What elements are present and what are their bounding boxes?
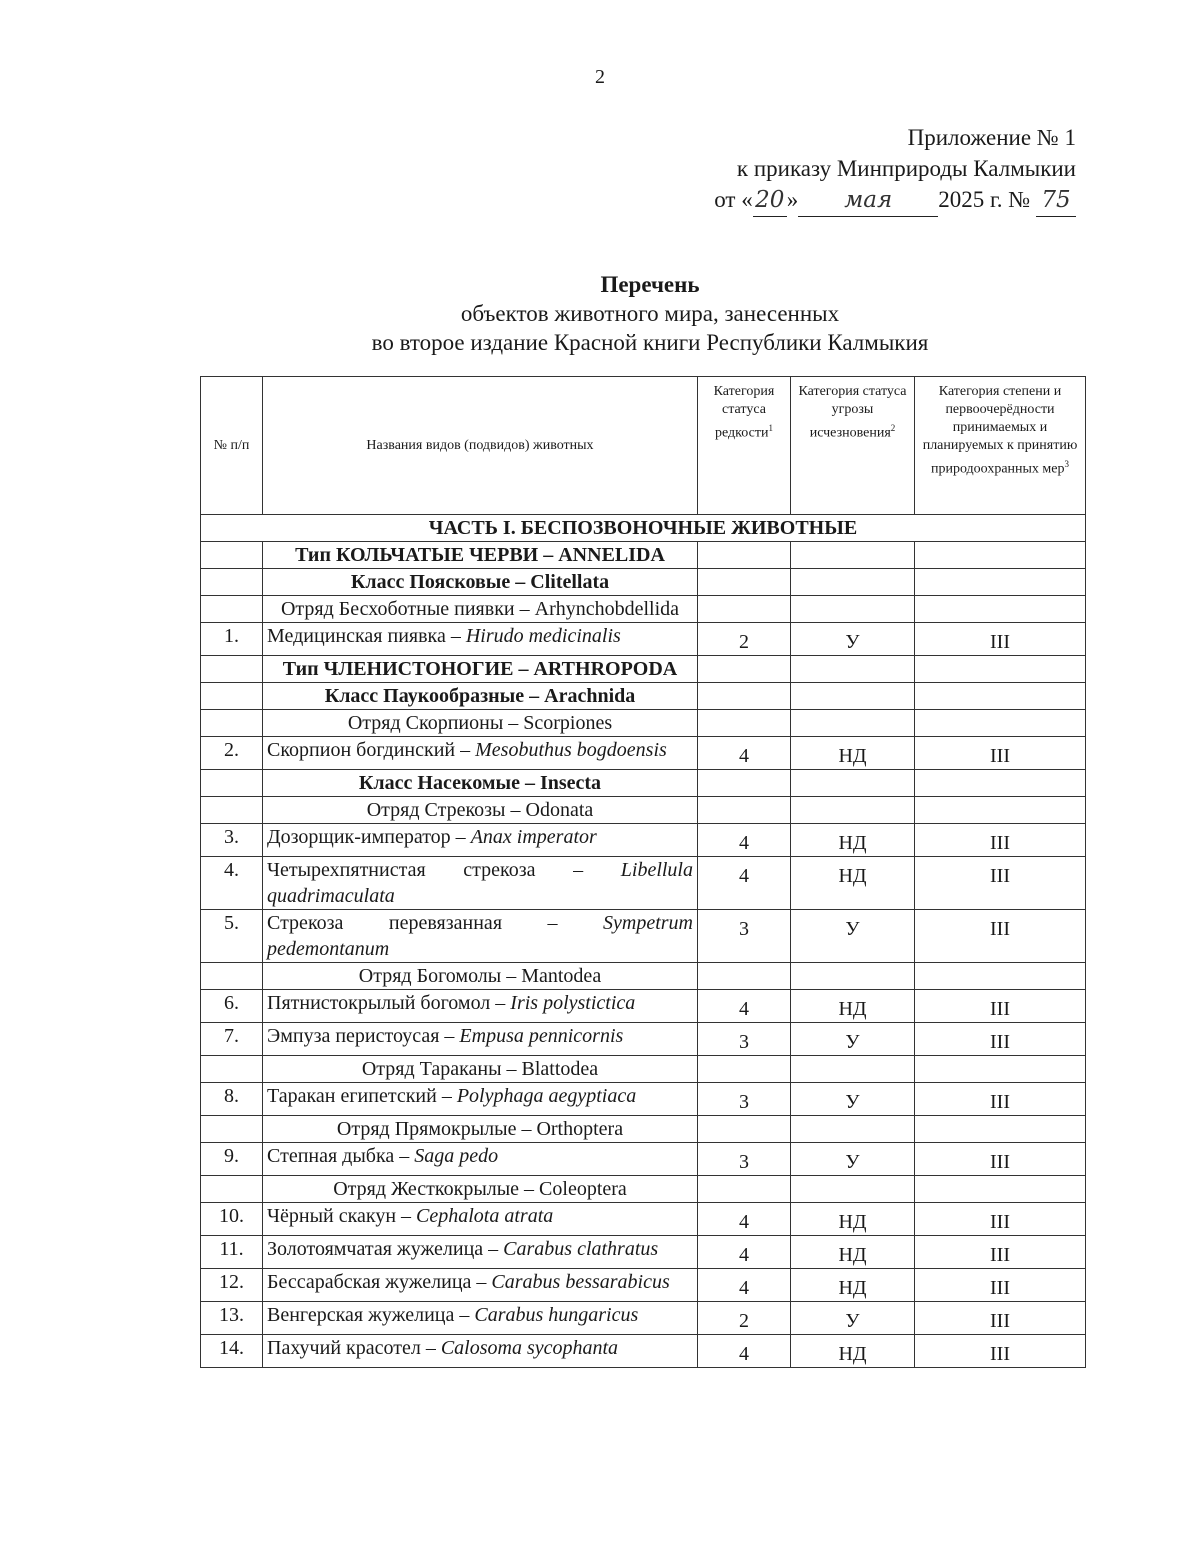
- appendix-day: 20: [753, 185, 787, 217]
- appendix-month: мая: [798, 185, 938, 217]
- rarity-category: [698, 596, 791, 623]
- threat-category: [791, 596, 915, 623]
- species-ru: Медицинская пиявка –: [267, 625, 466, 647]
- measures-category: [915, 710, 1086, 737]
- measures-category: III: [915, 1302, 1086, 1335]
- threat-category: НД: [791, 990, 915, 1023]
- rarity-category: 3: [698, 910, 791, 963]
- order-row: [201, 596, 1086, 623]
- row-number: [201, 770, 263, 797]
- table-row: [201, 857, 1086, 910]
- table-row: [201, 1203, 1086, 1236]
- measures-category: III: [915, 910, 1086, 963]
- appendix-line2: к приказу Минприроды Калмыкии: [736, 156, 1076, 181]
- threat-category: [791, 569, 915, 596]
- measures-category: III: [915, 1203, 1086, 1236]
- taxon-group-row: [201, 683, 1086, 710]
- threat-category: [791, 656, 915, 683]
- order-name: Отряд Бесхоботные пиявки – Arhynchobdellida: [263, 596, 698, 623]
- appendix-from: от «: [714, 187, 753, 212]
- row-number: 11.: [201, 1236, 263, 1269]
- row-number: 2.: [201, 737, 263, 770]
- measures-category: [915, 1056, 1086, 1083]
- threat-category: [791, 1176, 915, 1203]
- species-lat: Mesobuthus bogdoensis: [475, 739, 667, 761]
- measures-category: III: [915, 1269, 1086, 1302]
- rarity-category: [698, 1056, 791, 1083]
- order-name: Отряд Богомолы – Mantodea: [263, 963, 698, 990]
- species-name: [263, 737, 698, 770]
- species-name: [263, 910, 698, 963]
- row-number: 13.: [201, 1302, 263, 1335]
- threat-category: [791, 770, 915, 797]
- threat-category: [791, 1056, 915, 1083]
- taxon-group-row: [201, 569, 1086, 596]
- species-ru: Золотоямчатая жужелица –: [267, 1238, 504, 1260]
- header-name: Названия видов (подвидов) животных: [263, 377, 698, 515]
- species-lat: Calosoma sycophanta: [440, 1337, 619, 1359]
- rarity-category: [698, 656, 791, 683]
- rarity-category: 4: [698, 1236, 791, 1269]
- order-name: Отряд Прямокрылые – Orthoptera: [263, 1116, 698, 1143]
- row-number: 14.: [201, 1335, 263, 1368]
- threat-category: У: [791, 1083, 915, 1116]
- row-number: 10.: [201, 1203, 263, 1236]
- threat-category: [791, 542, 915, 569]
- document-title: [150, 270, 1150, 357]
- measures-category: [915, 569, 1086, 596]
- appendix-line3: [714, 184, 1076, 217]
- order-row: [201, 1116, 1086, 1143]
- row-number: [201, 1176, 263, 1203]
- rarity-category: 4: [698, 857, 791, 910]
- species-lat: Carabus clathratus: [503, 1238, 659, 1260]
- measures-category: [915, 683, 1086, 710]
- species-ru: Пятнистокрылый богомол –: [267, 992, 511, 1014]
- row-number: [201, 1116, 263, 1143]
- threat-category: НД: [791, 1269, 915, 1302]
- species-ru: Эмпуза перистоусая –: [267, 1025, 460, 1047]
- taxon-group: Тип КОЛЬЧАТЫЕ ЧЕРВИ – ANNELIDA: [263, 542, 698, 569]
- measures-category: [915, 963, 1086, 990]
- rarity-category: [698, 1176, 791, 1203]
- species-name: [263, 990, 698, 1023]
- title-line2: объектов животного мира, занесенных: [460, 301, 840, 326]
- rarity-category: 4: [698, 824, 791, 857]
- table-row: [201, 1269, 1086, 1302]
- threat-category: [791, 710, 915, 737]
- threat-category: [791, 683, 915, 710]
- species-ru: Скорпион богдинский –: [267, 739, 476, 761]
- taxon-group: Класс Насекомые – Insecta: [263, 770, 698, 797]
- rarity-category: 4: [698, 737, 791, 770]
- species-name: [263, 1335, 698, 1368]
- appendix-number: 75: [1036, 185, 1076, 217]
- rarity-category: 3: [698, 1083, 791, 1116]
- rarity-category: [698, 770, 791, 797]
- species-lat: Hirudo medicinalis: [465, 625, 621, 647]
- order-name: Отряд Тараканы – Blattodea: [263, 1056, 698, 1083]
- species-name: [263, 623, 698, 656]
- species-ru: Степная дыбка –: [267, 1145, 415, 1167]
- threat-category: У: [791, 910, 915, 963]
- order-row: [201, 963, 1086, 990]
- measures-category: [915, 1176, 1086, 1203]
- species-lat: Carabus bessarabicus: [491, 1271, 670, 1293]
- rarity-category: [698, 710, 791, 737]
- rarity-category: [698, 569, 791, 596]
- table-row: [201, 1236, 1086, 1269]
- species-ru: Пахучий красотел –: [267, 1337, 441, 1359]
- measures-category: III: [915, 1083, 1086, 1116]
- measures-category: [915, 542, 1086, 569]
- species-name: [263, 1302, 698, 1335]
- species-lat: Polyphaga aegyptiaca: [456, 1085, 637, 1107]
- threat-category: У: [791, 1302, 915, 1335]
- taxon-group-row: [201, 770, 1086, 797]
- order-row: [201, 1056, 1086, 1083]
- threat-category: У: [791, 623, 915, 656]
- rarity-category: [698, 1116, 791, 1143]
- row-number: [201, 683, 263, 710]
- species-ru: Чёрный скакун –: [267, 1205, 417, 1227]
- threat-category: НД: [791, 1203, 915, 1236]
- species-ru: Бессарабская жужелица –: [267, 1271, 492, 1293]
- order-row: [201, 797, 1086, 824]
- taxon-group-row: [201, 542, 1086, 569]
- appendix-header: [714, 122, 1076, 217]
- title-line3: во второе издание Красной книги Республики Калмыкия: [371, 330, 929, 355]
- table-row: [201, 910, 1086, 963]
- measures-category: III: [915, 1143, 1086, 1176]
- row-number: 3.: [201, 824, 263, 857]
- rarity-category: 4: [698, 990, 791, 1023]
- rarity-category: 2: [698, 623, 791, 656]
- species-lat: Anax imperator: [470, 826, 597, 848]
- row-number: 1.: [201, 623, 263, 656]
- header-cat1: Категория статуса редкости$^1$: [698, 377, 791, 515]
- row-number: [201, 1056, 263, 1083]
- rarity-category: [698, 542, 791, 569]
- row-number: 4.: [201, 857, 263, 910]
- order-row: [201, 710, 1086, 737]
- species-table: [200, 376, 1086, 1368]
- species-ru: Венгерская жужелица –: [267, 1304, 475, 1326]
- measures-category: III: [915, 1335, 1086, 1368]
- header-num: № п/п: [201, 377, 263, 515]
- appendix-year: 2025 г. №: [938, 187, 1031, 212]
- species-ru: Дозорщик-император –: [267, 826, 471, 848]
- row-number: [201, 569, 263, 596]
- species-name: [263, 857, 698, 910]
- species-name: [263, 824, 698, 857]
- table-row: [201, 1143, 1086, 1176]
- table-row: [201, 1302, 1086, 1335]
- measures-category: III: [915, 857, 1086, 910]
- threat-category: НД: [791, 737, 915, 770]
- appendix-quote-close: »: [786, 187, 799, 212]
- page-number: 2: [595, 66, 605, 88]
- species-name: [263, 1143, 698, 1176]
- taxon-group-row: [201, 656, 1086, 683]
- threat-category: [791, 963, 915, 990]
- table-row: [201, 623, 1086, 656]
- species-name: [263, 1203, 698, 1236]
- measures-category: [915, 770, 1086, 797]
- row-number: [201, 797, 263, 824]
- order-name: Отряд Стрекозы – Odonata: [263, 797, 698, 824]
- table-row: [201, 737, 1086, 770]
- species-name: [263, 1023, 698, 1056]
- threat-category: НД: [791, 824, 915, 857]
- measures-category: III: [915, 1236, 1086, 1269]
- order-name: Отряд Скорпионы – Scorpiones: [263, 710, 698, 737]
- row-number: [201, 656, 263, 683]
- species-ru: Стрекоза перевязанная –: [267, 912, 604, 934]
- taxon-group: Класс Поясковые – Clitellata: [263, 569, 698, 596]
- species-lat: Empusa pennicornis: [459, 1025, 624, 1047]
- species-lat: Sympetrum pedemontanum: [267, 912, 693, 960]
- measures-category: III: [915, 824, 1086, 857]
- part-title: ЧАСТЬ I. БЕСПОЗВОНОЧНЫЕ ЖИВОТНЫЕ: [201, 515, 1086, 542]
- table-row: [201, 824, 1086, 857]
- row-number: [201, 542, 263, 569]
- threat-category: НД: [791, 1335, 915, 1368]
- species-ru: Четырехпятнистая стрекоза –: [267, 859, 621, 881]
- measures-category: [915, 656, 1086, 683]
- table-row: [201, 1023, 1086, 1056]
- row-number: [201, 710, 263, 737]
- species-name: [263, 1269, 698, 1302]
- species-lat: Iris polystictica: [510, 992, 636, 1014]
- row-number: [201, 596, 263, 623]
- species-lat: Cephalota atrata: [416, 1205, 554, 1227]
- order-name: Отряд Жесткокрылые – Coleoptera: [263, 1176, 698, 1203]
- threat-category: У: [791, 1023, 915, 1056]
- rarity-category: [698, 683, 791, 710]
- measures-category: [915, 596, 1086, 623]
- row-number: 9.: [201, 1143, 263, 1176]
- rarity-category: [698, 797, 791, 824]
- species-lat: Saga pedo: [414, 1145, 499, 1167]
- rarity-category: 4: [698, 1269, 791, 1302]
- measures-category: III: [915, 737, 1086, 770]
- row-number: 5.: [201, 910, 263, 963]
- measures-category: [915, 1116, 1086, 1143]
- table-row: [201, 1083, 1086, 1116]
- rarity-category: [698, 963, 791, 990]
- rarity-category: 3: [698, 1023, 791, 1056]
- species-lat: Carabus hungaricus: [474, 1304, 639, 1326]
- row-number: [201, 963, 263, 990]
- rarity-category: 4: [698, 1203, 791, 1236]
- threat-category: НД: [791, 1236, 915, 1269]
- threat-category: [791, 797, 915, 824]
- species-ru: Таракан египетский –: [267, 1085, 457, 1107]
- rarity-category: 4: [698, 1335, 791, 1368]
- threat-category: У: [791, 1143, 915, 1176]
- part-row: [201, 515, 1086, 542]
- measures-category: [915, 797, 1086, 824]
- row-number: 7.: [201, 1023, 263, 1056]
- table-row: [201, 990, 1086, 1023]
- threat-category: НД: [791, 857, 915, 910]
- row-number: 12.: [201, 1269, 263, 1302]
- header-cat3: Категория степени и первоочерёдности принимаемых и планируемых к принятию природоохранных мер$^3$: [915, 377, 1086, 515]
- appendix-line1: Приложение № 1: [907, 125, 1076, 150]
- table-header-row: [201, 377, 1086, 515]
- threat-category: [791, 1116, 915, 1143]
- header-cat2: Категория статуса угрозы исчезновения$^2$: [791, 377, 915, 515]
- rarity-category: 3: [698, 1143, 791, 1176]
- measures-category: III: [915, 623, 1086, 656]
- order-row: [201, 1176, 1086, 1203]
- species-name: [263, 1236, 698, 1269]
- table-row: [201, 1335, 1086, 1368]
- species-name: [263, 1083, 698, 1116]
- measures-category: III: [915, 1023, 1086, 1056]
- taxon-group: Тип ЧЛЕНИСТОНОГИЕ – ARTHROPODA: [263, 656, 698, 683]
- row-number: 6.: [201, 990, 263, 1023]
- row-number: 8.: [201, 1083, 263, 1116]
- measures-category: III: [915, 990, 1086, 1023]
- species-lat: Libellula quadrimaculata: [267, 859, 693, 907]
- taxon-group: Класс Паукообразные – Arachnida: [263, 683, 698, 710]
- title-main: Перечень: [600, 272, 700, 297]
- rarity-category: 2: [698, 1302, 791, 1335]
